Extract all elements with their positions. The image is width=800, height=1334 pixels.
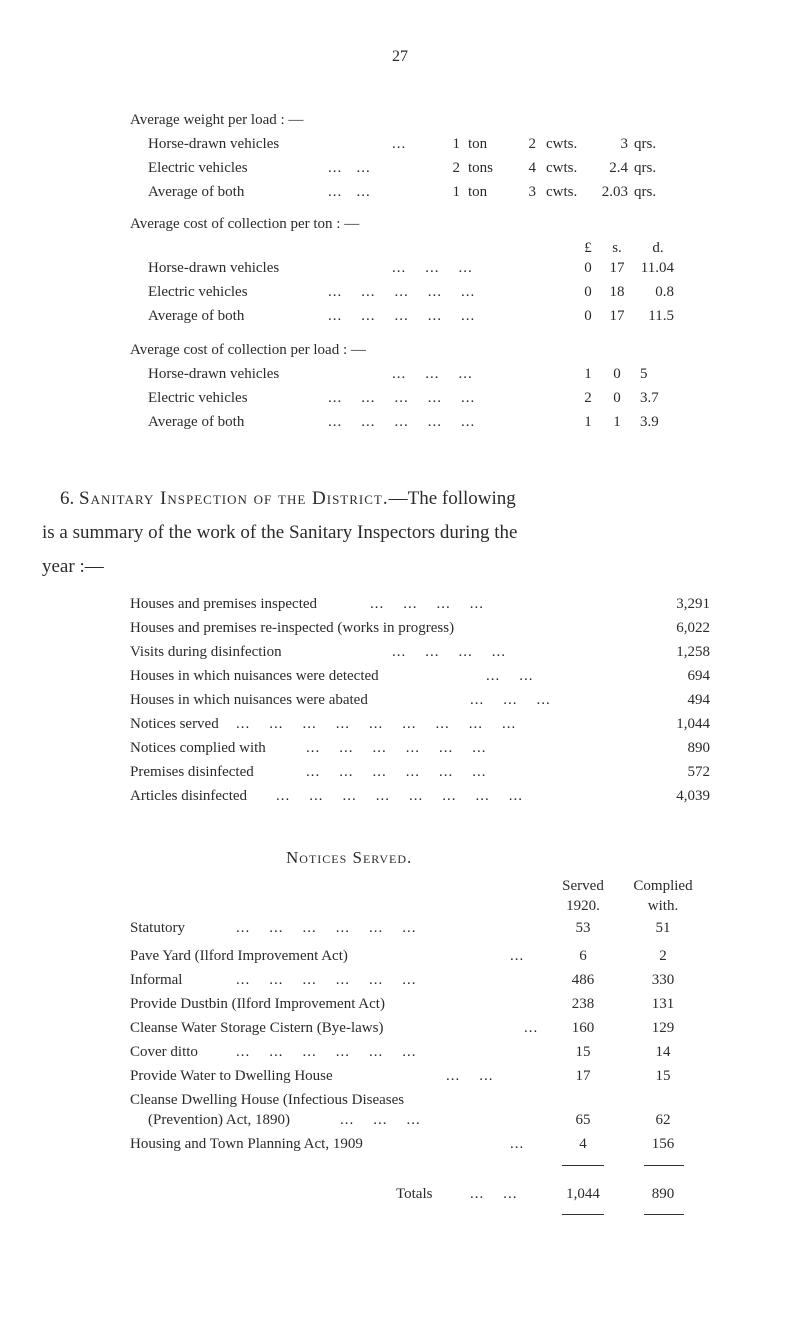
pence-value: 3.7 [640,390,659,406]
row-label: Articles disinfected [130,788,248,804]
row-label: Houses in which nuisances were detected [130,668,379,684]
served-value: 15 [575,1044,591,1060]
served-value: 4 [579,1136,587,1152]
summary-value: 3,291 [676,596,710,612]
row-label: Provide Water to Dwelling House [130,1068,333,1084]
pence-value: 11.5 [648,308,674,324]
qrs-value: 3 [620,136,628,152]
section-paragraph [42,482,742,584]
served-value: 65 [575,1112,591,1128]
row-label: Average of both [148,308,245,324]
shillings-value: 17 [609,308,625,324]
shillings-value: 1 [613,414,621,430]
section-number: 6. [60,488,75,509]
cost-per-load-heading: Average cost of collection per load : — [130,342,366,358]
cwts-value: 2 [528,136,536,152]
tons-value: 2 [452,160,460,176]
complied-column-header: with. [647,898,679,914]
total-rule [562,1165,604,1166]
pounds-value: 0 [584,284,592,300]
complied-column-header: Complied [633,878,693,894]
row-label: Houses and premises inspected [130,596,318,612]
complied-value: 15 [655,1068,671,1084]
totals-label: Totals [396,1186,433,1202]
row-label: Average of both [148,184,245,200]
cwts-value: 4 [528,160,536,176]
summary-value: 1,044 [676,716,710,732]
row-label: Cover ditto [130,1044,198,1060]
row-label: Pave Yard (Ilford Improvement Act) [130,948,348,964]
served-column-header: Served [562,878,604,894]
summary-value: 4,039 [676,788,710,804]
tons-unit: tons [468,160,494,176]
pounds-value: 1 [584,366,592,382]
served-value: 160 [571,1020,595,1036]
complied-value: 330 [651,972,675,988]
document-page: 27 Average weight per load : — Horse-drawn vehicles ... 1 ton 2 cwts. 3 qrs. Electric vehicles ... ... 2 tons 4 cwts. 2.4 qrs. Average of both ... ... 1 ton 3 cwts. 2.03 qrs. Average cost of collection per ton : — £ s. d. Horse-drawn vehicles ... ... ... 0 17 11.04 Electric vehicles ... ... ... ... ... 0 18 0.8 Average of both ... ... ... ... ... 0 17 11.5 Average cost of collection per load : — Horse-drawn vehicles ... ... ... 1 0 5 Electric vehicles ... ... ... ... ... 2 0 3.7 Average of both ... ... ... ... ... 1 1 3.9 6. Sanitary Inspection of the District.—The following is a summary of the work of the Sanitary Inspectors during the year :— Houses and premises inspected ... ... ... ... 3,291 Houses and premises re-inspected (works in progress) 6,022 Visits during disinfection ... ... ... ... 1,258 Houses in which nuisances were detected ... ... 694 Houses in which nuisances were abated ... ... ... 494 Notices served ... ... ... ... ... ... ... ... ... 1,044 Notices complied with ... ... ... ... ... ... 890 Premises disinfected ... ... ... ... ... ... 572 Articles disinfected ... ... ... ... ... ... ... ... 4,039 Notices Served. Served 1920. Complied with. Statutory ... ... ... ... ... ... 53 51 Pave Yard (Ilford Improvement Act) ... 6 2 Informal ... ... ... ... ... ... 486 330 Provide Dustbin (Ilford Improvement Act) 238 131 Cleanse Water Storage Cistern (Bye-laws) ... 160 129 Cover ditto ... ... ... ... ... ... 15 14 Provide Water to Dwelling House ... ... 17 15 Cleanse Dwelling House (Infectious Diseases (Prevention) Act, 1890) ... ... ... 65 62 Housing and Town Planning Act, 1909 ... 4 156 Totals ... ... 1,044 890 [0,0,800,1334]
row-label: Horse-drawn vehicles [148,366,280,382]
qrs-value: 2.4 [609,160,628,176]
section-title: Sanitary Inspection of the District. [79,488,389,509]
section-text: year :— [42,556,104,577]
row-label: Cleanse Dwelling House (Infectious Diseases [130,1092,405,1108]
cwts-unit: cwts. [546,184,578,200]
cost-per-ton-heading: Average cost of collection per ton : — [130,216,360,232]
complied-value: 156 [651,1136,675,1152]
complied-value: 62 [655,1112,671,1128]
row-label: Electric vehicles [148,160,248,176]
cwts-unit: cwts. [546,136,578,152]
summary-value: 572 [687,764,710,780]
shillings-value: 0 [613,390,621,406]
row-label: Notices served [130,716,219,732]
shillings-column-header: s. [612,240,622,256]
qrs-value: 2.03 [601,184,628,200]
section-text: —The following [388,488,516,509]
pence-value: 3.9 [640,414,659,430]
shillings-value: 18 [609,284,625,300]
summary-value: 890 [687,740,710,756]
pounds-value: 0 [584,308,592,324]
total-rule [644,1214,684,1215]
row-label: Electric vehicles [148,284,248,300]
summary-value: 694 [687,668,710,684]
total-rule [562,1214,604,1215]
qrs-unit: qrs. [634,184,657,200]
pence-value: 0.8 [655,284,674,300]
row-label: Informal [130,972,183,988]
row-label: Notices complied with [130,740,266,756]
served-value: 238 [571,996,595,1012]
row-label: Statutory [130,920,185,936]
complied-value: 129 [651,1020,675,1036]
table-title: Notices Served. [286,848,413,867]
served-column-header: 1920. [566,898,600,914]
row-label: Electric vehicles [148,390,248,406]
shillings-value: 0 [613,366,621,382]
tons-value: 1 [452,184,460,200]
weight-heading: Average weight per load : — [130,112,304,128]
complied-value: 51 [655,920,671,936]
pounds-value: 0 [584,260,592,276]
pence-value: 11.04 [640,260,674,276]
served-value: 6 [579,948,587,964]
row-label: Average of both [148,414,245,430]
row-label: Visits during disinfection [130,644,282,660]
section-text: is a summary of the work of the Sanitary Inspectors during the [42,522,518,543]
row-label: Housing and Town Planning Act, 1909 [130,1136,363,1152]
served-value: 17 [575,1068,591,1084]
pence-value: 5 [640,366,648,382]
served-value: 486 [571,972,595,988]
row-label: Premises disinfected [130,764,254,780]
row-label: Cleanse Water Storage Cistern (Bye-laws) [130,1020,384,1036]
tons-unit: ton [468,184,488,200]
row-label: Houses in which nuisances were abated [130,692,368,708]
qrs-unit: qrs. [634,136,657,152]
complied-value: 14 [655,1044,671,1060]
row-label: Horse-drawn vehicles [148,260,280,276]
row-label: Houses and premises re-inspected (works in progress) [130,620,455,636]
summary-value: 6,022 [676,620,710,636]
pounds-value: 1 [584,414,592,430]
row-label: Provide Dustbin (Ilford Improvement Act) [130,996,385,1012]
page-number: 27 [392,48,408,65]
summary-value: 494 [687,692,710,708]
qrs-unit: qrs. [634,160,657,176]
tons-unit: ton [468,136,488,152]
served-total: 1,044 [566,1186,600,1202]
complied-value: 2 [659,948,667,964]
summary-value: 1,258 [676,644,710,660]
cwts-value: 3 [528,184,536,200]
complied-total: 890 [651,1186,675,1202]
pound-column-header: £ [584,240,592,256]
pounds-value: 2 [584,390,592,406]
row-label: Horse-drawn vehicles [148,136,280,152]
cwts-unit: cwts. [546,160,578,176]
complied-value: 131 [651,996,675,1012]
shillings-value: 17 [609,260,625,276]
tons-value: 1 [452,136,460,152]
served-value: 53 [575,920,591,936]
total-rule [644,1165,684,1166]
pence-column-header: d. [652,240,664,256]
row-label-continued: (Prevention) Act, 1890) [148,1112,291,1128]
